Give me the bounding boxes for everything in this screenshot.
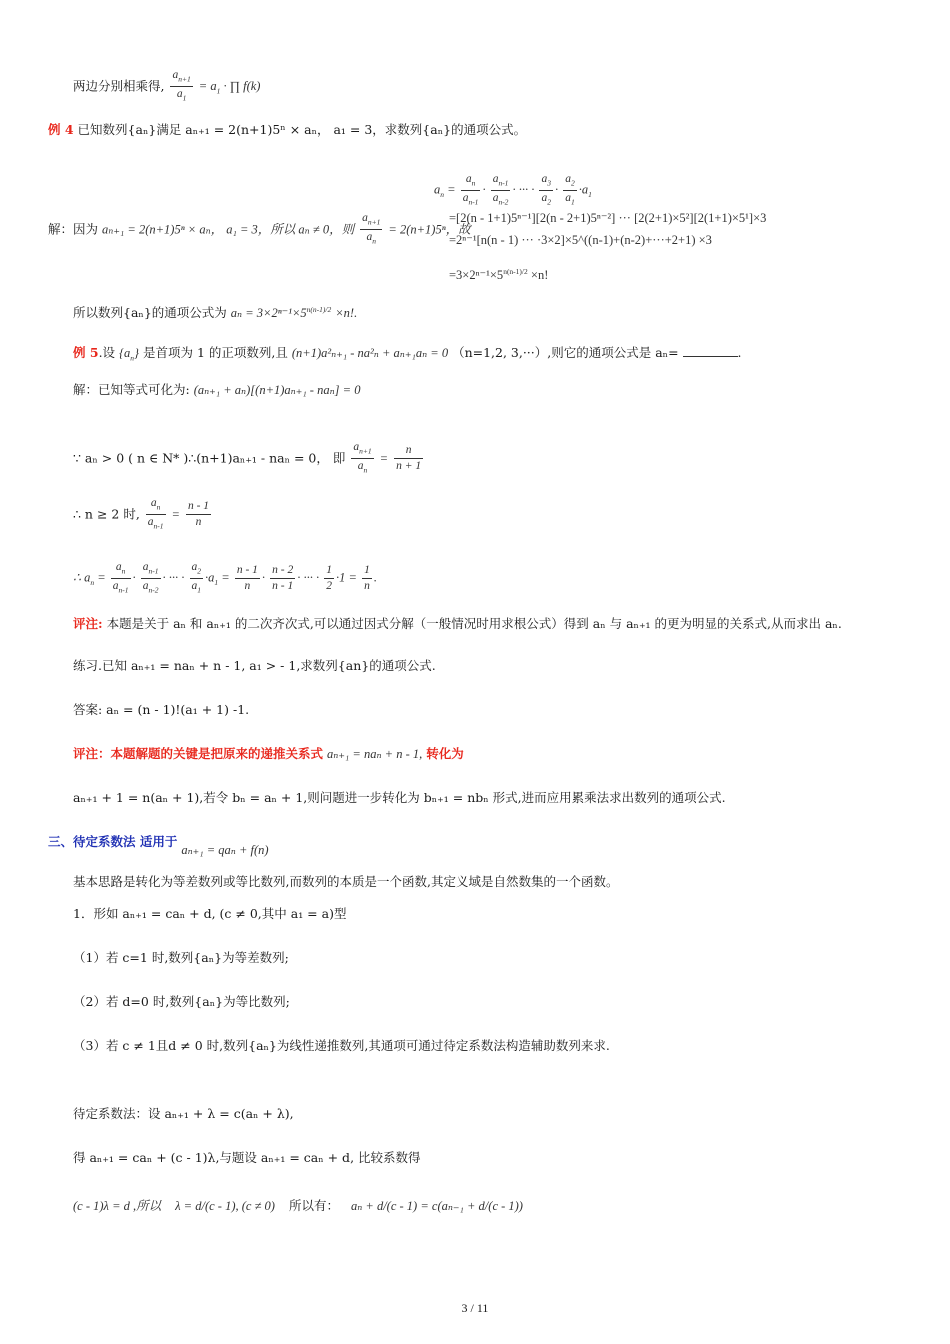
example-5-equation: (n+1)a²ₙ₊₁ - na²ₙ + aₙ₊₁aₙ = 0 [291,346,449,360]
note-1-label: 评注: [73,616,103,631]
therefore-1-left: $\frac{a_n}{a_{n-1}}$ [147,497,164,531]
product-formula: = $a_1$ · ∏ f(k) [198,79,261,96]
section-3-equation: aₙ₊₁ = qaₙ + f(n) [181,843,269,857]
section-3-heading [48,834,269,857]
note-2 [73,746,464,762]
lambda-part-b: λ = d/(c - 1), (c ≠ 0) [175,1199,275,1213]
derive-line: 得 aₙ₊₁ = caₙ + (c - 1)λ,与题设 aₙ₊₁ = caₙ + d, 比较系数得 [73,1150,421,1165]
because-fraction-left: $\frac{a_{n+1}}{a_n}$ [353,441,372,475]
basic-idea: 基本思路是转化为等差数列或等比数列,而数列的本质是一个函数,其定义域是自然数集的一个函数。 [73,874,619,889]
note-2-label: 评注：本题解题的关键是把原来的递推关系式 [73,746,324,761]
transform-line: aₙ₊₁ + 1 = n(aₙ + 1),若令 bₙ = aₙ + 1,则问题进一步转化为 bₙ₊₁ = nbₙ 形式,进而应用累乘法求出数列的通项公式. [73,790,726,805]
summary-4-tail: ×n!. [335,306,358,321]
note-1 [73,616,842,632]
method-line: 待定系数法：设 aₙ₊₁ + λ = c(aₙ + λ), [73,1106,294,1121]
example-4-text: 已知数列{aₙ}满足 aₙ₊₁ = 2(n+1)5ⁿ × aₙ， a₁ = 3，求数列{aₙ}的通项公式。 [77,122,527,137]
answer-line: 答案: aₙ = (n - 1)!(a₁ + 1) -1. [73,702,250,717]
product-line [73,68,260,106]
example-4-label: 例 4 [48,122,74,137]
case-1: （1）若 c=1 时,数列{aₙ}为等差数列; [73,950,289,965]
lambda-part-c: 所以有： [288,1198,339,1213]
solution-4-mid: aₙ₊₁ = 2(n+1)5ⁿ × aₙ， a₁ = 3，所以 aₙ ≠ 0，则 [102,222,355,237]
summary-4-formula: aₙ = 3×2ⁿ⁻¹×5 [230,306,307,321]
section-3-title: 三、待定系数法 适用于 [48,834,178,849]
page-number: 3 / 11 [461,1301,489,1315]
chain-head: $a_n$ = $\frac{a_n}{a_{n-1}}$ · $\frac{a_{n-1}}{a_{n-2}}$ · ··· · $\frac{a_3}{a_2}$ · $\frac{a_2}{a_1}$ $\cdot a_1$ [434,173,592,207]
form-1: 1．形如 aₙ₊₁ = caₙ + d, (c ≠ 0,其中 a₁ = a)型 [73,906,347,921]
summary-4-prefix: 所以数列{aₙ}的通项公式为 [73,305,227,321]
case-2: （2）若 d=0 时,数列{aₙ}为等比数列; [73,994,290,1009]
ratio-fraction: $\frac{a_{n+1}}{a_1}$ [172,69,191,103]
product-line-text: 两边分别相乘得, [73,78,165,94]
chain-line-3: $=3\times 2^{n-1}\times 5^{n(n-1)/2} \times n$! [449,267,549,283]
solution-5-prefix: 解：已知等式可化为: [73,382,190,397]
solution-5-equation: (aₙ₊₁ + aₙ)[(n+1)aₙ₊₁ - naₙ] = 0 [193,383,361,397]
because-fraction-right: $\frac{n}{n + 1}$ [396,444,422,473]
therefore-1-text: ∴ n ≥ 2 时, [73,506,140,522]
solution-5 [73,382,360,398]
lambda-line [73,1198,523,1214]
case-3: （3）若 c ≠ 1且d ≠ 0 时,数列{aₙ}为线性递推数列,其通项可通过待定系数法构造辅助数列来求. [73,1038,610,1053]
solution-4-eq: = 2(n+1)5ⁿ，故 [388,222,471,237]
summary-4: 所以数列{aₙ}的通项公式为 $a_n = 3\times 2^{n-1}\times 5^{n(n-1)/2} \times n$!. [73,305,358,321]
answer-blank [683,344,738,357]
lambda-part-d: aₙ + d/(c - 1) = c(aₙ₋₁ + d/(c - 1)) [350,1199,523,1213]
because-text: ∵ aₙ > 0 ( n ∈ N* )∴(n+1)aₙ₊₁ - naₙ = 0， 即 [73,450,346,466]
solution-4 [48,211,471,249]
example-5-question: （n=1,2, 3,···）,则它的通项公式是 aₙ= [452,345,679,360]
practice-line: 练习.已知 aₙ₊₁ = naₙ + n - 1, a₁ > - 1,求数列{an}的通项公式. [73,658,436,673]
lambda-part-a: (c - 1)λ = d ,所以 [73,1199,162,1213]
note-2-equation: aₙ₊₁ = naₙ + n - 1, [327,747,423,761]
chain-line-2: =2ⁿ⁻¹[n(n - 1) ··· ·3×2]×5^((n-1)+(n-2)+···+2+1) ×3 [449,233,712,247]
chain-line-3-tail: ×n! [530,268,549,283]
chain-line-1: =[2(n - 1+1)5ⁿ⁻¹][2(n - 2+1)5ⁿ⁻²] ··· [2(2+1)×5²][2(1+1)×5¹]×3 [449,211,767,225]
solution-4-fraction: $\frac{a_{n+1}}{a_n}$ [362,212,381,246]
solution-4-prefix: 解：因为 [48,221,99,237]
chain-line-3-text: =3×2ⁿ⁻¹×5 [449,268,504,283]
note-1-text: 本题是关于 aₙ 和 aₙ₊₁ 的二次齐次式,可以通过因式分解（一般情况时用求根公式）得到 aₙ 与 aₙ₊₁ 的更为明显的关系式,从而求出 aₙ. [106,616,842,631]
note-2-tail: 转化为 [426,746,464,761]
therefore-line-1: ∴ n ≥ 2 时, $\frac{a_n}{a_{n-1}}$ = $\frac{n - 1}{n}$ [73,496,213,534]
example-5-text: 是首项为 1 的正项数列,且 [143,345,288,360]
example-5-lead: .设 [98,345,116,360]
example-4 [48,122,526,138]
therefore-2-text: ∴ [73,570,81,585]
because-line: ∵ aₙ > 0 ( n ∈ N* )∴(n+1)aₙ₊₁ - naₙ = 0， 即 $\frac{a_{n+1}}{a_n}$ = $\frac{n}{n + 1}$ [73,440,425,478]
example-5: 例 5.设 $\{a_n\}$ 是首项为 1 的正项数列,且 (n+1)a²ₙ₊₁ - na²ₙ + aₙ₊₁aₙ = 0 （n=1,2, 3,···）,则它的通项公式是 aₙ= . [73,345,742,363]
therefore-line-2: ∴ $a_n$ = $\frac{a_n}{a_{n-1}}$ · $\frac{a_{n-1}}{a_{n-2}}$ · ··· · $\frac{a_2}{a_1}$ $\cdot a_1$ = $\frac{n - 1}{n}$ · $\frac{n - 2}{n - 1}$ · ··· · $\frac{1}{2}$ ·1 = $\frac{1}{n}$ . [73,561,377,595]
example-5-label: 例 5 [73,345,99,360]
therefore-1-right: $\frac{n - 1}{n}$ [187,500,210,529]
